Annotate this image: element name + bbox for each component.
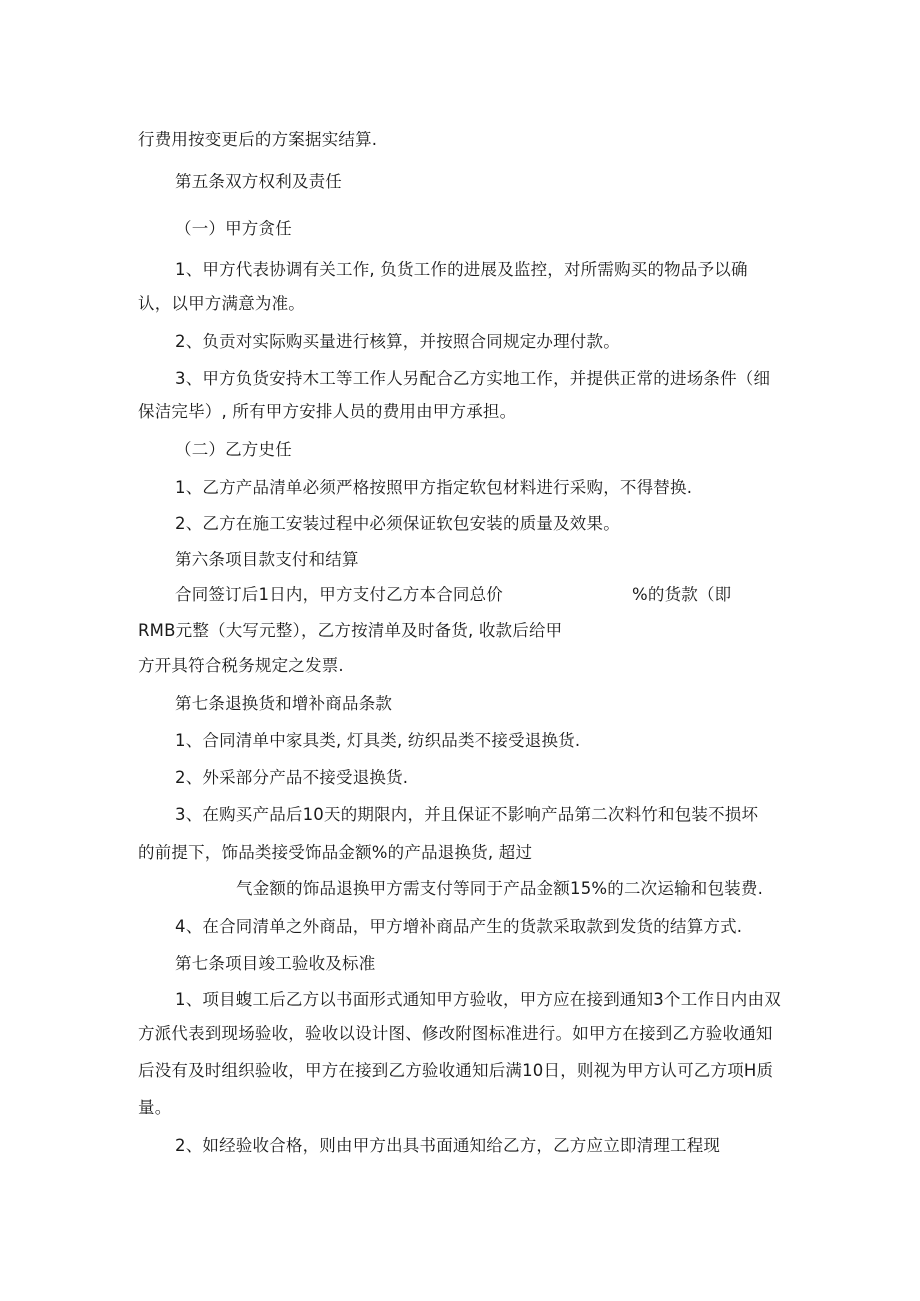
text-line: 3、在购买产品后10天的期限内，并且保证不影响产品第二次料竹和包装不损坏: [175, 805, 759, 824]
text-line: 方开具符合税务规定之发票.: [138, 656, 344, 675]
text-line: 1、合同清单中家具类, 灯具类, 纺织品类不接受退换货.: [175, 731, 581, 750]
text-line: 的前提下，饰品类接受饰品金额%的产品退换货, 超过: [138, 843, 533, 862]
subsection-heading: （一）甲方贪任: [175, 219, 292, 238]
text-line: 2、乙方在施工安装过程中必须保证软包安装的质量及效果。: [175, 514, 620, 533]
text-line: 行费用按变更后的方案据实结算.: [138, 130, 378, 149]
text-line: RMB元整（大写元整），乙方按清单及时备货, 收款后给甲: [138, 621, 563, 640]
text-line: 保洁完毕）, 所有甲方安排人员的费用由甲方承担。: [138, 402, 517, 421]
text-line: 1、项目蝮工后乙方以书面形式通知甲方验收，甲方应在接到通知3个工作日内由双: [175, 990, 781, 1009]
text-line: 1、乙方产品清单必须严格按照甲方指定软包材料进行采购，不得替换.: [175, 478, 693, 497]
section-heading: 第七条项目竣工验收及标准: [175, 954, 376, 973]
text-line-fragment: %的货款（即: [632, 585, 732, 604]
text-line: 合同签订后1日内，甲方支付乙方本合同总价: [175, 585, 503, 604]
text-line: 认，以甲方满意为准。: [138, 294, 305, 313]
text-line: 气金额的饰品退换甲方需支付等同于产品金额15%的二次运输和包装费.: [236, 879, 764, 898]
subsection-heading: （二）乙方史任: [175, 440, 292, 459]
text-line: 后没有及时组织验收，甲方在接到乙方验收通知后满10日，则视为甲方认可乙方项H质: [138, 1061, 774, 1080]
section-heading: 第六条项目款支付和结算: [175, 550, 359, 569]
text-line: 量。: [138, 1098, 172, 1117]
text-line: 1、甲方代表协调有关工作, 负货工作的进展及监控，对所需购买的物品予以确: [175, 260, 748, 279]
section-heading: 第七条退换货和增补商品条款: [175, 694, 393, 713]
text-line: 2、负贡对实际购买量进行核算，并按照合同规定办理付款。: [175, 332, 620, 351]
text-line: 2、如经验收合格，则由甲方出具书面通知给乙方，乙方应立即清理工程现: [175, 1136, 721, 1155]
section-heading: 第五条双方权利及责任: [175, 172, 342, 191]
text-line: 2、外采部分产品不接受退换货.: [175, 768, 409, 787]
text-line: 4、在合同清单之外商品，甲方增补商品产生的货款采取款到发货的结算方式.: [175, 917, 743, 936]
text-line: 3、甲方负货安持木工等工作人另配合乙方实地工作，并提供正常的进场条件（细: [175, 369, 771, 388]
text-line: 方派代表到现场验收，验收以设计图、修改附图标准进行。如甲方在接到乙方验收通知: [138, 1024, 773, 1043]
